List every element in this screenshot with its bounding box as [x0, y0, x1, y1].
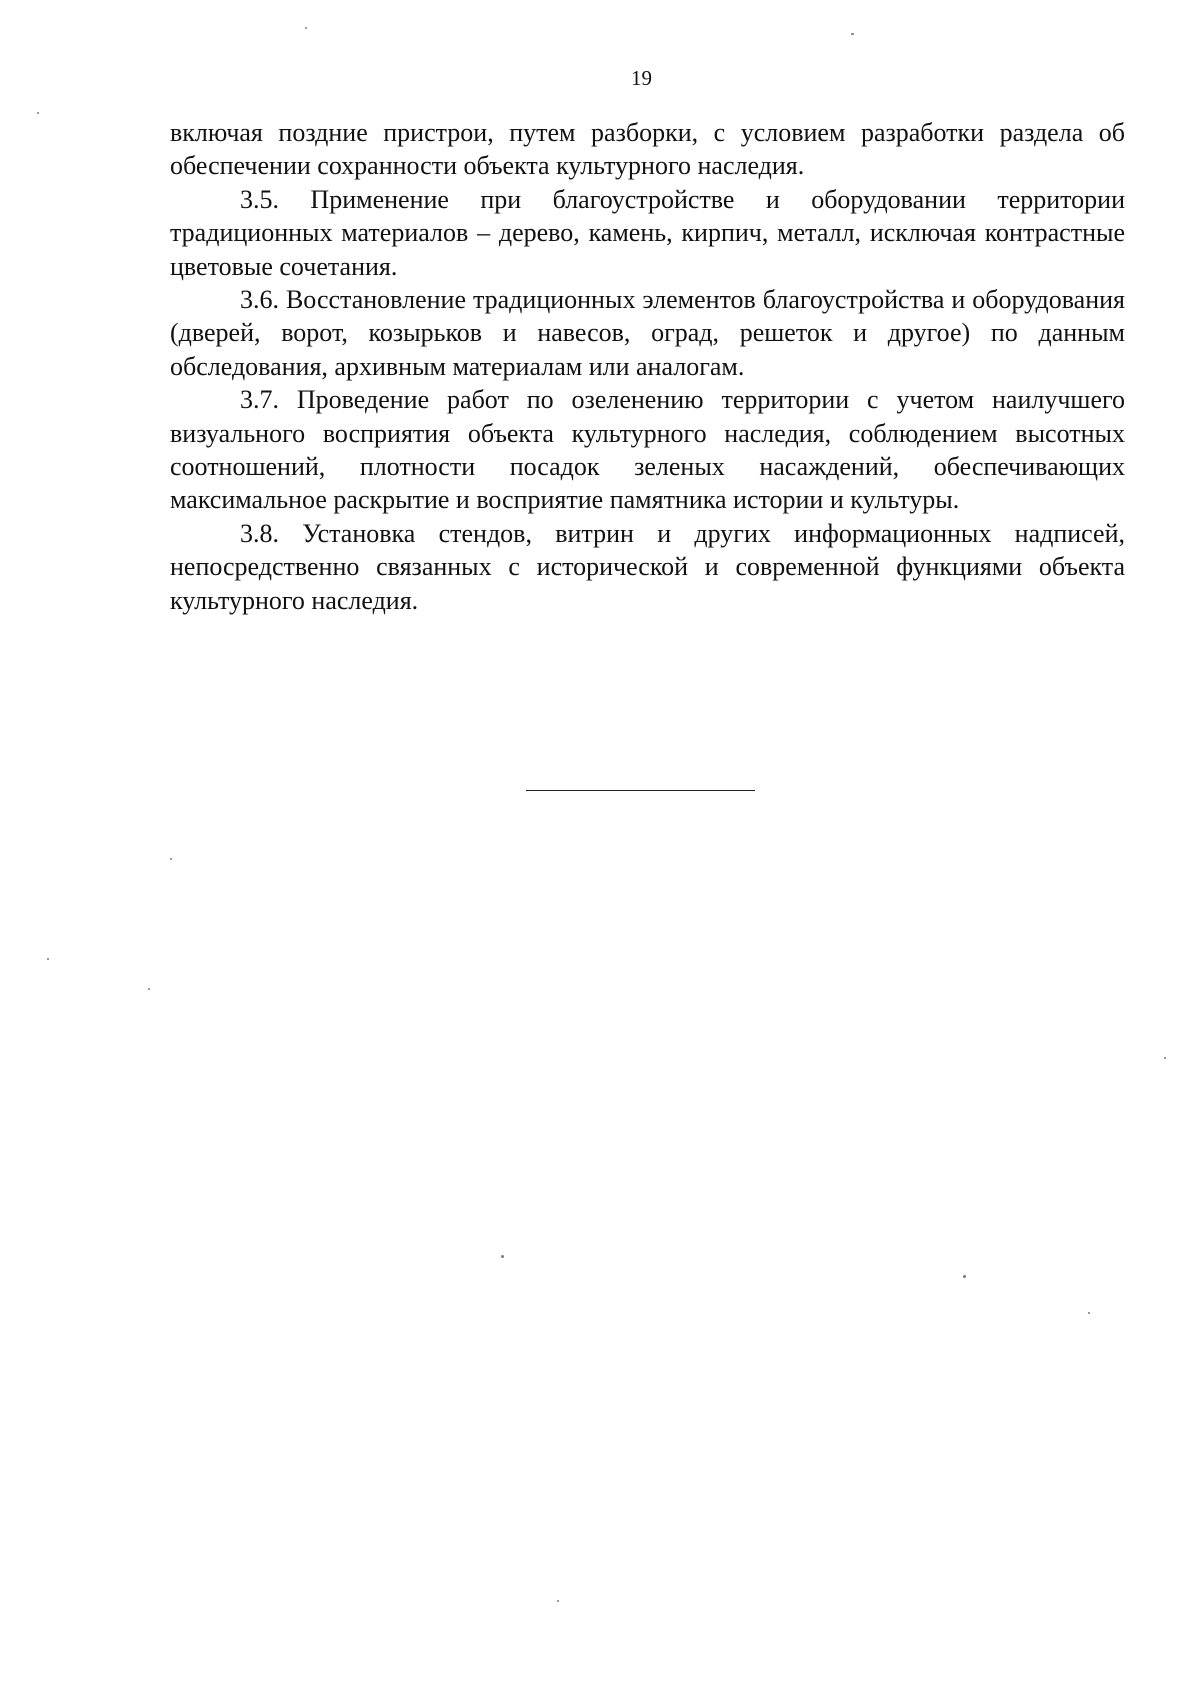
end-of-document-line — [526, 790, 755, 791]
scan-speck — [37, 112, 39, 114]
document-body — [170, 116, 1125, 617]
scan-speck — [305, 27, 307, 29]
scan-speck — [170, 858, 172, 860]
scan-speck — [1164, 1057, 1166, 1059]
paragraph-3-5: 3.5. Применение при благоустройстве и оборудовании территории традиционных материалов – дерево, камень, кирпич, металл, исключая контрастные цветовые сочетания. — [170, 184, 1125, 281]
scan-speck — [501, 1255, 504, 1258]
paragraph-3-7: 3.7. Проведение работ по озеленению территории с учетом наилучшего визуального восприятия объекта культурного наследия, соблюдением высотных соотношений, плотности посадок зеленых насаждений, обеспечивающих максимальное раскрытие и восприятие памятника истории и культуры. — [170, 385, 1125, 515]
paragraph-3-6: 3.6. Восстановление традиционных элементов благоустройства и оборудования (дверей, ворот, козырьков и навесов, оград, решеток и другое) по данным обследования, архивным материалам или аналогам. — [170, 285, 1125, 381]
scan-speck — [47, 958, 49, 960]
paragraph-continuation: включая поздние пристрои, путем разборки, с условием разработки раздела об обеспечении сохранности объекта культурного наследия. — [170, 118, 1125, 181]
paragraph-3-8: 3.8. Установка стендов, витрин и других информационных надписей, непосредственно связанных с исторической и современной функциями объекта культурного наследия. — [170, 518, 1125, 615]
page-number: 19 — [631, 66, 652, 90]
scan-speck — [963, 1275, 966, 1278]
scan-speck — [557, 1600, 559, 1602]
scan-speck — [1088, 1312, 1090, 1314]
scan-speck — [148, 988, 150, 990]
scan-speck — [851, 33, 854, 35]
